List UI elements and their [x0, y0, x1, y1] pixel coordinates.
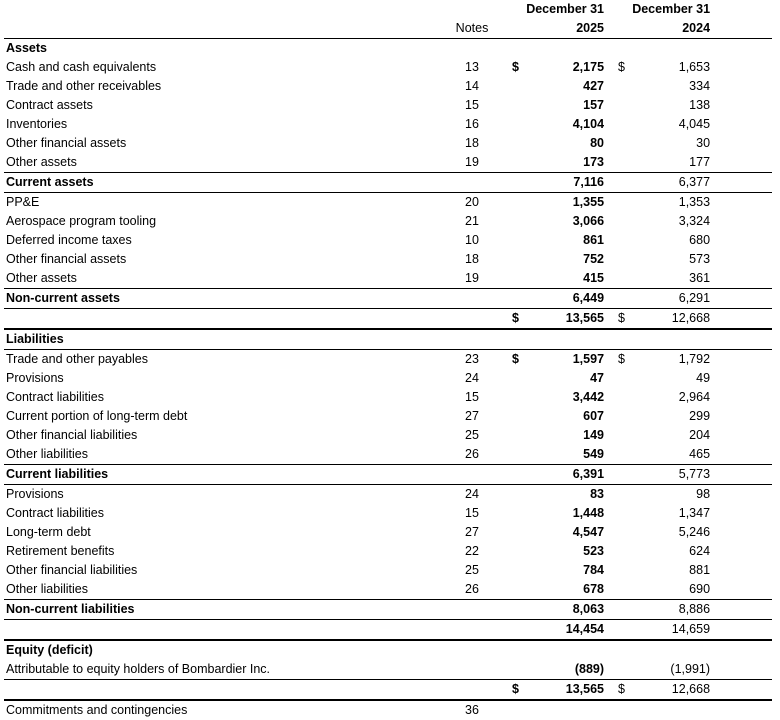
row-pad [720, 407, 772, 426]
row-note[interactable]: 24 [465, 371, 479, 385]
row-pad [720, 523, 772, 542]
subtotal-value-2: 6,291 [640, 289, 720, 309]
total-row-assets [4, 309, 772, 330]
row-label: Attributable to equity holders of Bombardier Inc. [4, 660, 436, 680]
row-value-2: 334 [689, 79, 711, 93]
total-note [436, 309, 508, 330]
row-pad [720, 388, 772, 407]
section-title-label: Assets [6, 41, 47, 55]
row-currency-1 [508, 231, 534, 250]
total-label [4, 620, 436, 641]
row-currency-2 [614, 369, 640, 388]
row-note[interactable]: 18 [465, 252, 479, 266]
header-blank-label-2 [4, 19, 436, 39]
row-note[interactable]: 18 [465, 136, 479, 150]
row-currency-1 [508, 134, 534, 153]
row-value-1: 415 [534, 269, 614, 289]
section-title-val1 [534, 329, 614, 350]
total-pad [720, 620, 772, 641]
row-currency-2 [614, 426, 640, 445]
row-value-1: 861 [583, 233, 605, 247]
row-currency-2 [614, 660, 640, 680]
subtotal-currency-2 [614, 600, 640, 620]
row-value-1: 4,547 [572, 525, 605, 539]
row-currency-2 [614, 250, 640, 269]
row-value-2: 573 [689, 252, 711, 266]
row-label: Retirement benefits [6, 544, 115, 558]
row-pad [720, 77, 772, 96]
table-row [4, 269, 772, 289]
row-value-1: 1,597 [572, 352, 605, 366]
row-currency-1 [508, 407, 534, 426]
header-pad-2 [720, 19, 772, 39]
table-row [4, 350, 772, 370]
table-row [4, 542, 772, 561]
row-pad [720, 58, 772, 77]
total-value-2: 14,659 [640, 620, 720, 641]
total-currency-2: $ [614, 680, 640, 701]
section-title-notes [436, 329, 508, 350]
row-pad [720, 96, 772, 115]
row-value-2: (1,991) [640, 660, 720, 680]
section-title-assets [4, 39, 772, 59]
row-value-1: 149 [583, 428, 605, 442]
total-value-2: 12,668 [640, 309, 720, 330]
row-currency-2 [614, 542, 640, 561]
row-currency-1 [508, 542, 534, 561]
row-label: Other assets [4, 153, 436, 173]
table-row [4, 504, 772, 523]
footer-cur1 [508, 700, 534, 720]
section-title-cur1 [508, 329, 534, 350]
row-note[interactable]: 19 [436, 153, 508, 173]
row-currency-1 [508, 269, 534, 289]
row-value-1: 1,355 [572, 195, 605, 209]
row-value-1: 678 [534, 580, 614, 600]
row-currency-1 [508, 445, 534, 465]
balance-sheet-table [4, 0, 772, 720]
table-row [4, 369, 772, 388]
row-label: Other financial assets [6, 136, 127, 150]
section-title-val1 [534, 39, 614, 59]
subtotal-currency-1 [508, 600, 534, 620]
subtotal-note [436, 465, 508, 485]
total-value-1: 14,454 [534, 620, 614, 641]
table-row [4, 660, 772, 680]
row-label: Long-term debt [6, 525, 91, 539]
subtotal-value-1: 6,449 [534, 289, 614, 309]
row-value-1: 752 [583, 252, 605, 266]
section-title-label: Liabilities [4, 329, 436, 350]
footer-cur2 [614, 700, 640, 720]
total-label [4, 309, 436, 330]
row-note[interactable]: 27 [465, 409, 479, 423]
row-label: Contract liabilities [6, 390, 104, 404]
row-currency-2 [614, 115, 640, 134]
row-pad [720, 561, 772, 580]
subtotal-pad [720, 289, 772, 309]
row-label: Other liabilities [4, 580, 436, 600]
row-value-1: 157 [583, 98, 605, 112]
row-label: Provisions [6, 371, 64, 385]
row-pad [720, 134, 772, 153]
subtotal-value-1: 6,391 [534, 465, 614, 485]
section-title-cur2 [614, 640, 640, 660]
subtotal-label: Current liabilities [4, 465, 436, 485]
subtotal-row-non-current-liabilities [4, 600, 772, 620]
row-note[interactable]: 27 [465, 525, 479, 539]
row-note[interactable]: 25 [465, 563, 479, 577]
row-currency-1 [508, 212, 534, 231]
row-currency-1 [508, 77, 534, 96]
table-row [4, 407, 772, 426]
table-row [4, 96, 772, 115]
row-label: Other financial assets [6, 252, 127, 266]
row-value-1: 83 [590, 487, 605, 501]
total-pad [720, 309, 772, 330]
table-row [4, 485, 772, 505]
row-value-2: 3,324 [678, 214, 711, 228]
row-currency-2 [614, 388, 640, 407]
row-value-1: 2,175 [572, 60, 605, 74]
total-currency-2: $ [614, 309, 640, 330]
header-pad-1 [720, 0, 772, 19]
row-pad [720, 250, 772, 269]
row-label: Current portion of long-term debt [6, 409, 188, 423]
row-value-2: 624 [689, 544, 711, 558]
subtotal-value-2: 5,773 [640, 465, 720, 485]
header-blank-notes [436, 0, 508, 19]
row-currency-2 [614, 153, 640, 173]
table-header-row-1 [4, 0, 772, 19]
total-currency-1: $ [508, 680, 534, 701]
row-value-2: 49 [696, 371, 711, 385]
row-currency-2 [614, 504, 640, 523]
section-title-pad [720, 39, 772, 59]
footer-val1 [534, 700, 614, 720]
section-title-equity [4, 640, 772, 660]
row-note[interactable]: 15 [465, 98, 479, 112]
table-row [4, 193, 772, 213]
subtotal-currency-1 [508, 465, 534, 485]
row-value-2: 138 [689, 98, 711, 112]
header-col2-year: 2024 [614, 19, 720, 39]
row-label: Contract assets [6, 98, 93, 112]
row-label: Aerospace program tooling [6, 214, 157, 228]
row-label: PP&E [6, 195, 40, 209]
table-row [4, 153, 772, 173]
section-title-pad [720, 329, 772, 350]
row-pad [720, 231, 772, 250]
table-row [4, 58, 772, 77]
row-note[interactable]: 26 [436, 445, 508, 465]
row-currency-1 [508, 580, 534, 600]
subtotal-currency-1 [508, 289, 534, 309]
row-currency-2 [614, 269, 640, 289]
row-currency-1 [508, 660, 534, 680]
row-value-2: 1,347 [678, 506, 711, 520]
subtotal-pad [720, 173, 772, 193]
row-pad [720, 504, 772, 523]
row-note[interactable]: 23 [465, 352, 479, 366]
row-pad [720, 660, 772, 680]
row-currency-2 [614, 231, 640, 250]
row-pad [720, 153, 772, 173]
subtotal-currency-1 [508, 173, 534, 193]
row-value-2: 5,246 [678, 525, 711, 539]
row-label: Other assets [4, 269, 436, 289]
header-col2-date: December 31 [632, 2, 711, 16]
subtotal-currency-2 [614, 173, 640, 193]
row-value-2: 361 [640, 269, 720, 289]
row-currency-1 [508, 96, 534, 115]
row-label: Contract liabilities [6, 506, 104, 520]
row-currency-2 [614, 77, 640, 96]
row-value-1: 4,104 [572, 117, 605, 131]
row-value-1: 47 [590, 371, 605, 385]
row-value-2: 1,353 [678, 195, 711, 209]
row-pad [720, 269, 772, 289]
row-value-2: 680 [689, 233, 711, 247]
subtotal-row-non-current-assets [4, 289, 772, 309]
row-currency-1 [508, 504, 534, 523]
row-currency-1 [508, 523, 534, 542]
row-value-2: 690 [640, 580, 720, 600]
section-title-cur1 [508, 39, 534, 59]
table-row [4, 212, 772, 231]
subtotal-currency-2 [614, 465, 640, 485]
row-currency-2 [614, 445, 640, 465]
subtotal-note [436, 600, 508, 620]
row-value-2: 98 [696, 487, 711, 501]
row-currency-2: $ [618, 60, 625, 74]
row-note[interactable]: 10 [465, 233, 479, 247]
row-currency-1 [508, 115, 534, 134]
row-currency-2 [614, 193, 640, 213]
table-row [4, 250, 772, 269]
row-note[interactable]: 24 [465, 487, 479, 501]
section-title-pad [720, 640, 772, 660]
row-note[interactable]: 13 [465, 60, 479, 74]
row-pad [720, 115, 772, 134]
row-label: Trade and other payables [6, 352, 148, 366]
subtotal-value-2: 6,377 [640, 173, 720, 193]
table-row [4, 426, 772, 445]
section-title-cur2 [614, 39, 640, 59]
row-currency-1 [508, 485, 534, 505]
row-value-2: 4,045 [678, 117, 711, 131]
row-currency-1 [508, 250, 534, 269]
subtotal-value-2: 8,886 [640, 600, 720, 620]
row-value-2: 30 [696, 136, 711, 150]
table-row [4, 134, 772, 153]
row-label: Other liabilities [4, 445, 436, 465]
row-currency-2 [614, 561, 640, 580]
section-title-notes [436, 39, 508, 59]
total-row-liabilities [4, 620, 772, 641]
row-note[interactable]: 15 [465, 506, 479, 520]
row-pad [720, 542, 772, 561]
subtotal-pad [720, 465, 772, 485]
header-notes-label: Notes [436, 19, 508, 39]
subtotal-row-current-assets [4, 173, 772, 193]
subtotal-note [436, 173, 508, 193]
footer-val2 [640, 700, 720, 720]
total-value-1: 13,565 [534, 680, 614, 701]
row-currency-2 [614, 407, 640, 426]
section-title-liabilities [4, 329, 772, 350]
row-currency-2 [614, 212, 640, 231]
row-value-2: 204 [689, 428, 711, 442]
subtotal-currency-2 [614, 289, 640, 309]
subtotal-value-1: 7,116 [534, 173, 614, 193]
total-value-2: 12,668 [640, 680, 720, 701]
row-note[interactable]: 15 [465, 390, 479, 404]
subtotal-label: Current assets [4, 173, 436, 193]
row-currency-1: $ [512, 352, 519, 366]
section-title-cur2 [614, 329, 640, 350]
total-currency-2 [614, 620, 640, 641]
row-pad [720, 369, 772, 388]
row-currency-1 [508, 193, 534, 213]
row-pad [720, 350, 772, 370]
row-currency-2 [614, 580, 640, 600]
row-currency-1: $ [512, 60, 519, 74]
row-value-1: 549 [534, 445, 614, 465]
row-currency-1 [508, 153, 534, 173]
total-pad [720, 680, 772, 701]
row-currency-1 [508, 388, 534, 407]
table-row [4, 231, 772, 250]
total-row-equity-and-liabilities [4, 680, 772, 701]
row-note[interactable]: 16 [465, 117, 479, 131]
row-pad [720, 445, 772, 465]
total-currency-1: $ [508, 309, 534, 330]
row-value-1: 607 [583, 409, 605, 423]
row-label: Trade and other receivables [6, 79, 162, 93]
row-currency-2 [614, 485, 640, 505]
subtotal-label: Non-current assets [4, 289, 436, 309]
total-currency-1 [508, 620, 534, 641]
row-pad [720, 426, 772, 445]
row-note[interactable]: 22 [465, 544, 479, 558]
row-note[interactable]: 26 [436, 580, 508, 600]
section-title-val2 [640, 640, 720, 660]
section-title-val2 [640, 39, 720, 59]
row-note[interactable]: 25 [465, 428, 479, 442]
row-pad [720, 580, 772, 600]
header-col1-date: December 31 [526, 2, 605, 16]
row-value-1: (889) [534, 660, 614, 680]
row-currency-2 [614, 134, 640, 153]
row-value-2: 881 [689, 563, 711, 577]
row-value-1: 523 [583, 544, 605, 558]
header-col1-year: 2025 [508, 19, 614, 39]
table-header-row-2 [4, 19, 772, 39]
footer-label: Commitments and contingencies [6, 703, 188, 717]
row-currency-1 [508, 561, 534, 580]
footer-row-commitments [4, 700, 772, 720]
row-label: Other financial liabilities [6, 428, 138, 442]
total-label [4, 680, 436, 701]
row-currency-2 [614, 96, 640, 115]
row-currency-2: $ [618, 352, 625, 366]
footer-pad [720, 700, 772, 720]
row-value-2: 2,964 [678, 390, 711, 404]
table-row [4, 523, 772, 542]
row-note[interactable]: 19 [436, 269, 508, 289]
row-label: Cash and cash equivalents [6, 60, 157, 74]
table-row [4, 580, 772, 600]
header-blank-label [4, 0, 436, 19]
row-value-2: 1,653 [678, 60, 711, 74]
table-row [4, 77, 772, 96]
row-currency-1 [508, 369, 534, 388]
row-currency-2 [614, 523, 640, 542]
section-title-val1 [534, 640, 614, 660]
row-value-1: 3,442 [572, 390, 605, 404]
subtotal-pad [720, 600, 772, 620]
table-row [4, 388, 772, 407]
row-note[interactable]: 14 [465, 79, 479, 93]
row-value-2: 465 [640, 445, 720, 465]
table-row [4, 115, 772, 134]
row-value-1: 3,066 [572, 214, 605, 228]
total-note [436, 620, 508, 641]
row-pad [720, 485, 772, 505]
subtotal-value-1: 8,063 [534, 600, 614, 620]
row-pad [720, 212, 772, 231]
subtotal-note [436, 289, 508, 309]
row-note[interactable]: 20 [465, 195, 479, 209]
row-value-2: 299 [689, 409, 711, 423]
row-value-1: 784 [583, 563, 605, 577]
row-label: Other financial liabilities [6, 563, 138, 577]
section-title-val2 [640, 329, 720, 350]
total-value-1: 13,565 [534, 309, 614, 330]
section-title-label: Equity (deficit) [6, 643, 93, 657]
row-pad [720, 193, 772, 213]
subtotal-row-current-liabilities [4, 465, 772, 485]
row-label: Deferred income taxes [6, 233, 132, 247]
row-value-2: 177 [640, 153, 720, 173]
subtotal-label: Non-current liabilities [4, 600, 436, 620]
row-note[interactable]: 21 [465, 214, 479, 228]
row-label: Inventories [6, 117, 68, 131]
section-title-cur1 [508, 640, 534, 660]
row-value-1: 427 [583, 79, 605, 93]
row-note [436, 660, 508, 680]
row-label: Provisions [6, 487, 64, 501]
table-row [4, 445, 772, 465]
row-value-1: 1,448 [572, 506, 605, 520]
footer-note[interactable]: 36 [465, 703, 479, 717]
total-note [436, 680, 508, 701]
row-value-1: 80 [590, 136, 605, 150]
row-value-2: 1,792 [678, 352, 711, 366]
table-row [4, 561, 772, 580]
row-value-1: 173 [534, 153, 614, 173]
row-currency-1 [508, 426, 534, 445]
section-title-notes [436, 640, 508, 660]
